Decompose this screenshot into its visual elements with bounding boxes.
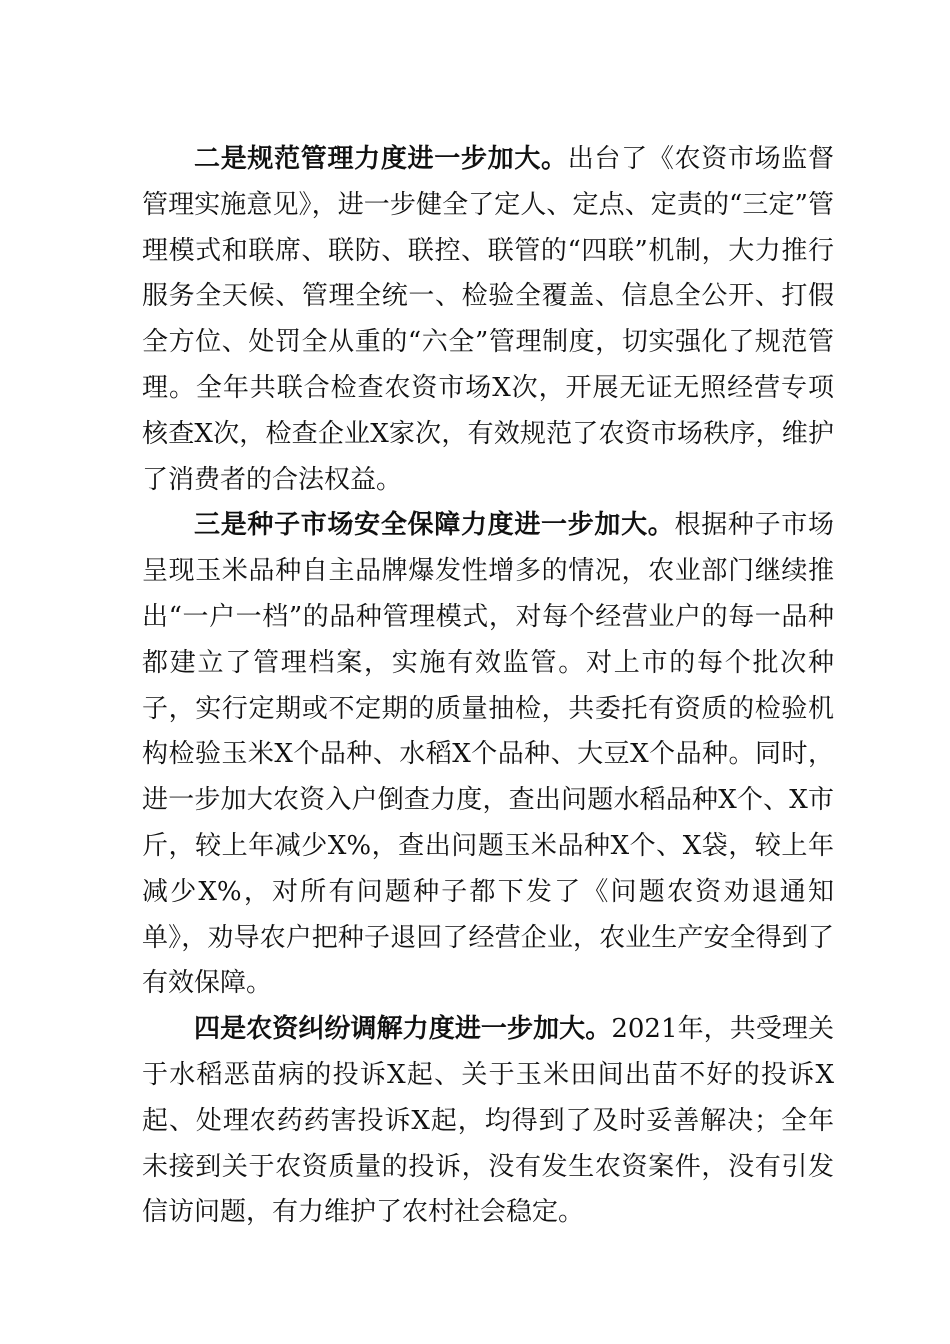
paragraph-body: 根据种子市场呈现玉米品种自主品牌爆发性增多的情况，农业部门继续推出“一户一档”的品种管理模式，对每个经营业户的每一品种都建立了管理档案，实施有效监管。对上市的每个批次种子，实行定期或不定期的质量抽检，共委托有资质的检验机构检验玉米X个品种、水稻X个品种、大豆X个品种。同时，进一步加大农资入户倒查力度，查出问题水稻品种X个、X市斤，较上年减少X%，查出问题玉米品种X个、X袋，较上年减少X%，对所有问题种子都下发了《问题农资劝退通知单》，劝导农户把种子退回了经营企业，农业生产安全得到了有效保障。 <box>142 510 834 999</box>
paragraph-dispute-mediation <box>142 1007 834 1236</box>
document-body <box>142 137 834 1236</box>
paragraph-lead: 三是种子市场安全保障力度进一步加大。 <box>194 510 675 541</box>
paragraph-standardized-management <box>142 137 834 503</box>
paragraph-lead: 四是农资纠纷调解力度进一步加大。 <box>194 1014 612 1045</box>
paragraph-body: 出台了《农资市场监督管理实施意见》，进一步健全了定人、定点、定责的“三定”管理模式和联席、联防、联控、联管的“四联”机制，大力推行服务全天候、管理全统一、检验全覆盖、信息全公开、打假全方位、处罚全从重的“六全”管理制度，切实强化了规范管理。全年共联合检查农资市场X次，开展无证无照经营专项核查X次，检查企业X家次，有效规范了农资市场秩序，维护了消费者的合法权益。 <box>142 144 834 495</box>
paragraph-body: 2021年，共受理关于水稻恶苗病的投诉X起、关于玉米田间出苗不好的投诉X起、处理农药药害投诉X起，均得到了及时妥善解决；全年未接到关于农资质量的投诉，没有发生农资案件，没有引发信访问题，有力维护了农村社会稳定。 <box>142 1014 834 1228</box>
paragraph-seed-market-safety <box>142 503 834 1007</box>
paragraph-lead: 二是规范管理力度进一步加大。 <box>194 144 568 174</box>
